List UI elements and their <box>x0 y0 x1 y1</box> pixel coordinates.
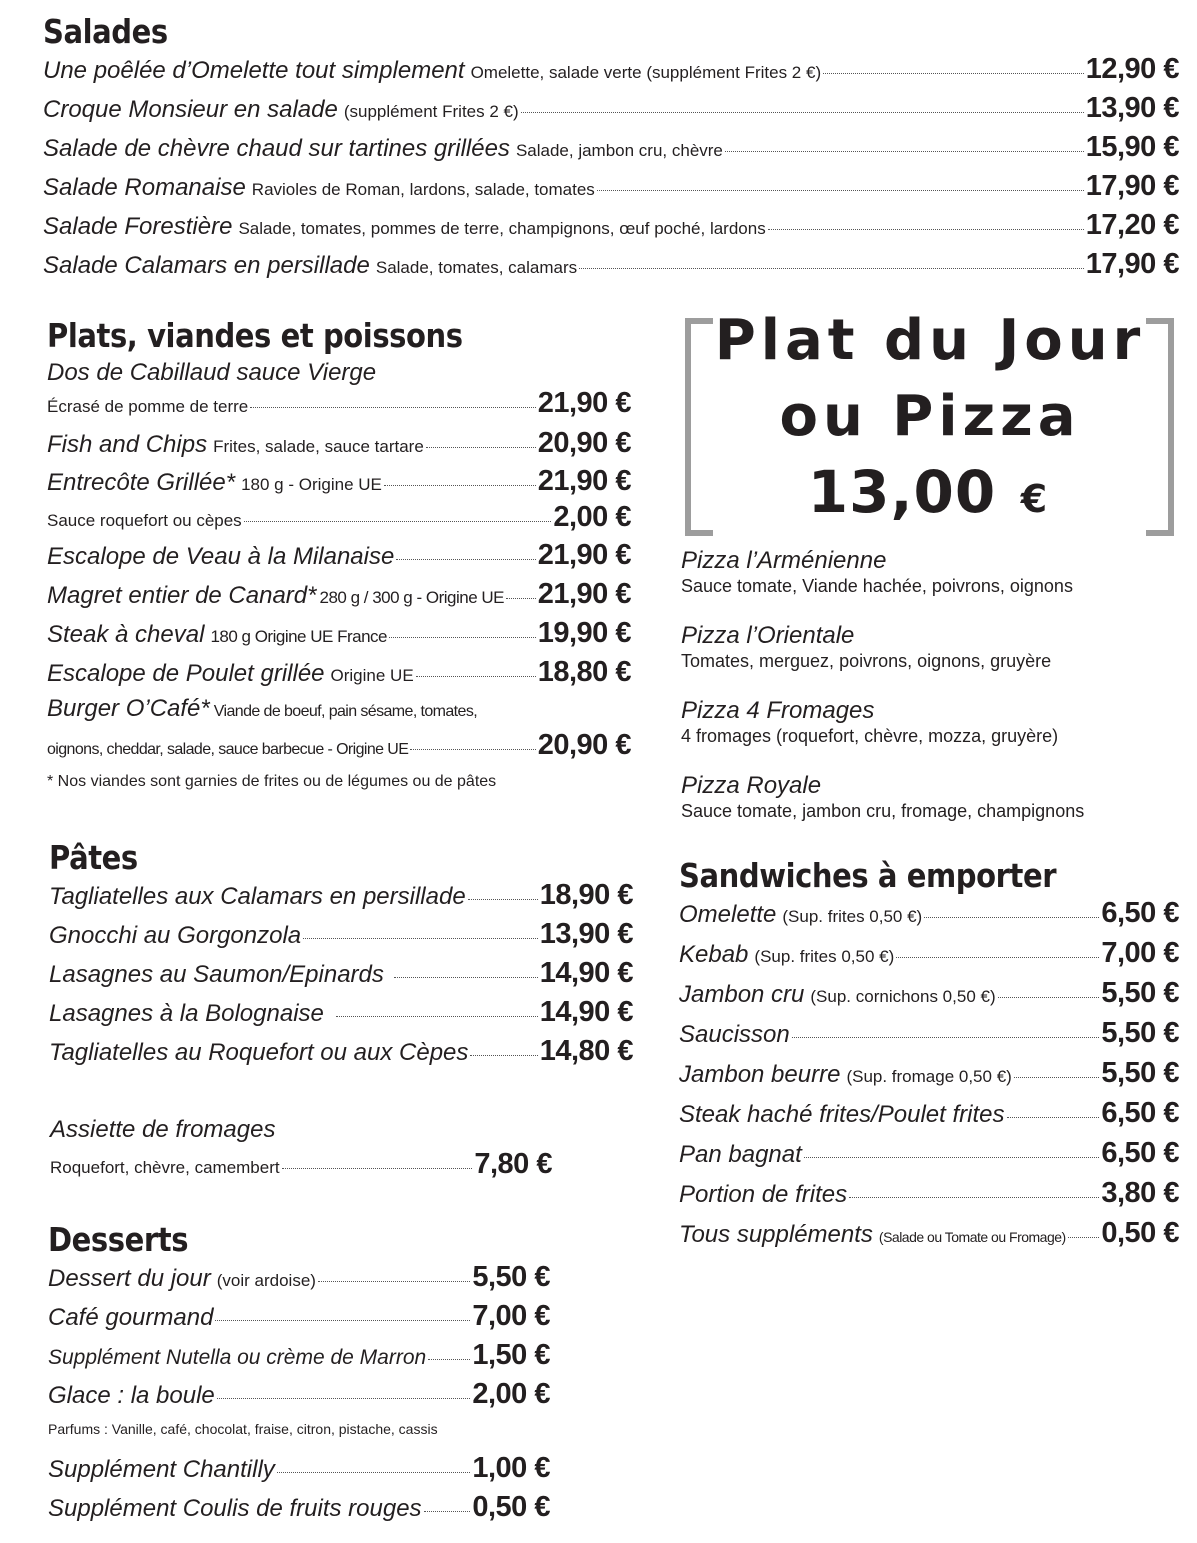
menu-item: Salade Forestière Salade, tomates, pommes de terre, champignons, œuf poché, lardons 17,20 € <box>43 209 1179 241</box>
pizza-item: Pizza l’Orientale Tomates, merguez, poivrons, oignons, gruyère <box>681 622 1052 671</box>
menu-item: Tagliatelles aux Calamars en persillade 18,90 € <box>49 879 633 911</box>
menu-item: Omelette (Sup. frites 0,50 €) 6,50 € <box>679 897 1179 929</box>
pizza-item: Pizza l’Arménienne Sauce tomate, Viande hachée, poivrons, oignons <box>681 547 1073 596</box>
menu-item: Lasagnes au Saumon/Epinards 14,90 € <box>49 957 633 989</box>
menu-item: Supplément Nutella ou crème de Marron 1,50 € <box>48 1339 550 1371</box>
menu-item: Gnocchi au Gorgonzola 13,90 € <box>49 918 633 950</box>
menu-item: Jambon cru (Sup. cornichons 0,50 €) 5,50 € <box>679 977 1179 1009</box>
desserts-title: Desserts <box>48 1220 189 1259</box>
plats-title: Plats, viandes et poissons <box>47 316 463 355</box>
pizza-item: Pizza 4 Fromages 4 fromages (roquefort, chèvre, mozza, gruyère) <box>681 697 1059 746</box>
menu-item: Dessert du jour (voir ardoise) 5,50 € <box>48 1261 550 1293</box>
menu-item: Croque Monsieur en salade (supplément Frites 2 €) 13,90 € <box>43 92 1179 124</box>
plat-du-jour-line2: ou Pizza <box>779 384 1081 449</box>
menu-item: Café gourmand 7,00 € <box>48 1300 550 1332</box>
desserts-section <box>48 1220 550 1530</box>
salades-section <box>43 12 1179 287</box>
menu-item: Burger O’Café* Viande de boeuf, pain sésame, tomates, <box>47 695 478 722</box>
menu-item: Salade de chèvre chaud sur tartines grillées Salade, jambon cru, chèvre 15,90 € <box>43 131 1179 163</box>
fromages-name: Assiette de fromages <box>50 1116 276 1143</box>
pizzas-section <box>681 547 1161 847</box>
menu-item: Jambon beurre (Sup. fromage 0,50 €) 5,50 € <box>679 1057 1179 1089</box>
menu-item: Escalope de Poulet grillée Origine UE 18,80 € <box>47 656 631 688</box>
menu-item: Supplément Coulis de fruits rouges 0,50 € <box>48 1491 550 1523</box>
sandwiches-title: Sandwiches à emporter <box>679 856 1057 895</box>
menu-item: Sauce roquefort ou cèpes 2,00 € <box>47 501 631 533</box>
menu-item: Glace : la boule 2,00 € <box>48 1378 550 1410</box>
menu-item: Pan bagnat 6,50 € <box>679 1137 1179 1169</box>
pates-title: Pâtes <box>49 838 138 877</box>
menu-item: Saucisson 5,50 € <box>679 1017 1179 1049</box>
menu-item: Escalope de Veau à la Milanaise 21,90 € <box>47 539 631 571</box>
menu-item: Salade Romanaise Ravioles de Roman, lardons, salade, tomates 17,90 € <box>43 170 1179 202</box>
pates-section <box>49 838 633 1074</box>
menu-item: Kebab (Sup. frites 0,50 €) 7,00 € <box>679 937 1179 969</box>
menu-item: Portion de frites 3,80 € <box>679 1177 1179 1209</box>
menu-item: Tagliatelles au Roquefort ou aux Cèpes 14,80 € <box>49 1035 633 1067</box>
plats-section <box>47 316 631 791</box>
plat-du-jour-line1: Plat du Jour <box>714 308 1146 373</box>
menu-item: Steak haché frites/Poulet frites 6,50 € <box>679 1097 1179 1129</box>
pizza-item: Pizza Royale Sauce tomate, jambon cru, fromage, champignons <box>681 772 1085 821</box>
menu-item: Dos de Cabillaud sauce Vierge <box>47 359 377 386</box>
fromages-section <box>50 1116 552 1188</box>
menu-item-desc: oignons, cheddar, salade, sauce barbecue - Origine UE 20,90 € <box>47 729 631 761</box>
menu-item: Supplément Chantilly 1,00 € <box>48 1452 550 1484</box>
salades-title: Salades <box>43 12 168 51</box>
plat-du-jour-price: 13,00 € <box>807 458 1053 526</box>
menu-item: Magret entier de Canard* 280 g / 300 g - Origine UE 21,90 € <box>47 578 631 610</box>
menu-item: Lasagnes à la Bolognaise 14,90 € <box>49 996 633 1028</box>
menu-item-desc: Écrasé de pomme de terre 21,90 € <box>47 387 631 419</box>
parfums-note: Parfums : Vanille, café, chocolat, fraise, citron, pistache, cassis <box>48 1421 438 1437</box>
plats-note: * Nos viandes sont garnies de frites ou de légumes ou de pâtes <box>47 773 497 790</box>
menu-item: Salade Calamars en persillade Salade, tomates, calamars 17,90 € <box>43 248 1179 280</box>
menu-item: Fish and Chips Frites, salade, sauce tartare 20,90 € <box>47 427 631 459</box>
menu-item: Une poêlée d’Omelette tout simplement Omelette, salade verte (supplément Frites 2 €) 12,90 € <box>43 53 1179 85</box>
menu-item-desc: Roquefort, chèvre, camembert 7,80 € <box>50 1148 552 1180</box>
menu-item: Entrecôte Grillée* 180 g - Origine UE 21,90 € <box>47 465 631 497</box>
menu-item: Steak à cheval 180 g Origine UE France 19,90 € <box>47 617 631 649</box>
sandwiches-section <box>679 856 1179 1257</box>
menu-item: Tous suppléments (Salade ou Tomate ou Fromage) 0,50 € <box>679 1217 1179 1249</box>
